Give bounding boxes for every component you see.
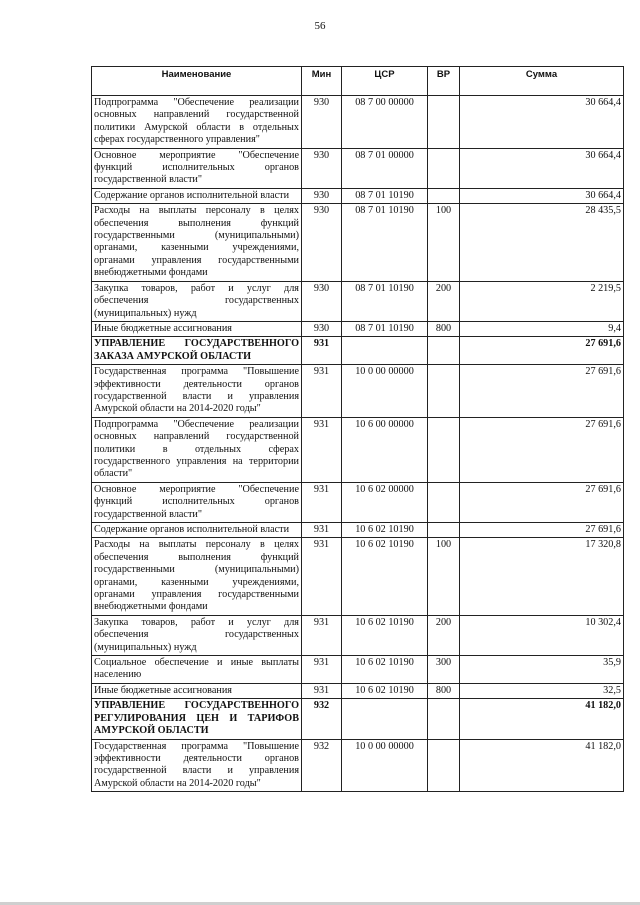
cell-vr: 300 (428, 656, 460, 684)
cell-vr (428, 188, 460, 203)
cell-csr: 08 7 01 00000 (342, 148, 428, 188)
table-header-row (92, 67, 624, 96)
cell-name: Основное мероприятие "Обеспечение функций исполнительных органов государственной власти" (92, 148, 302, 188)
cell-name: Закупка товаров, работ и услуг для обеспечения государственных (муниципальных) нужд (92, 615, 302, 655)
cell-sum: 27 691,6 (460, 523, 624, 538)
table-row (92, 538, 624, 615)
cell-sum: 35,9 (460, 656, 624, 684)
cell-name: Иные бюджетные ассигнования (92, 321, 302, 336)
table-row (92, 148, 624, 188)
cell-vr (428, 739, 460, 792)
table-row (92, 365, 624, 418)
cell-min: 930 (302, 321, 342, 336)
table-row (92, 337, 624, 365)
header-vr: ВР (428, 67, 460, 96)
table-row (92, 281, 624, 321)
table-row (92, 96, 624, 149)
cell-csr (342, 337, 428, 365)
cell-sum: 30 664,4 (460, 148, 624, 188)
cell-sum: 30 664,4 (460, 96, 624, 149)
cell-vr (428, 482, 460, 522)
cell-vr: 800 (428, 321, 460, 336)
cell-min: 931 (302, 683, 342, 698)
cell-name: УПРАВЛЕНИЕ ГОСУДАРСТВЕННОГО ЗАКАЗА АМУРСКОЙ ОБЛАСТИ (92, 337, 302, 365)
cell-csr: 08 7 00 00000 (342, 96, 428, 149)
cell-csr: 08 7 01 10190 (342, 188, 428, 203)
cell-vr (428, 365, 460, 418)
cell-min: 931 (302, 615, 342, 655)
cell-name: Содержание органов исполнительной власти (92, 523, 302, 538)
table-row (92, 615, 624, 655)
cell-csr: 10 0 00 00000 (342, 365, 428, 418)
cell-csr: 10 6 02 00000 (342, 482, 428, 522)
cell-csr (342, 699, 428, 739)
cell-csr: 10 6 02 10190 (342, 683, 428, 698)
cell-min: 930 (302, 96, 342, 149)
cell-sum: 41 182,0 (460, 739, 624, 792)
cell-min: 931 (302, 482, 342, 522)
cell-name: Расходы на выплаты персоналу в целях обеспечения выполнения функций государственными (муниципальными) органами, казенными учреждениями, органами управления государственными внебюджетными фондами (92, 204, 302, 281)
table-row (92, 683, 624, 698)
table-row (92, 523, 624, 538)
cell-sum: 9,4 (460, 321, 624, 336)
cell-vr: 100 (428, 538, 460, 615)
cell-min: 930 (302, 188, 342, 203)
cell-name: УПРАВЛЕНИЕ ГОСУДАРСТВЕННОГО РЕГУЛИРОВАНИЯ ЦЕН И ТАРИФОВ АМУРСКОЙ ОБЛАСТИ (92, 699, 302, 739)
cell-name: Содержание органов исполнительной власти (92, 188, 302, 203)
cell-name: Государственная программа "Повышение эффективности деятельности органов государственной власти и управления Амурской области на 2014-2020 годы" (92, 365, 302, 418)
cell-sum: 27 691,6 (460, 417, 624, 482)
cell-sum: 10 302,4 (460, 615, 624, 655)
cell-sum: 27 691,6 (460, 482, 624, 522)
cell-name: Подпрограмма "Обеспечение реализации основных направлений государственной политики в отдельных сферах государственного управления на территории области" (92, 417, 302, 482)
cell-name: Социальное обеспечение и иные выплаты населению (92, 656, 302, 684)
cell-min: 931 (302, 337, 342, 365)
cell-name: Подпрограмма "Обеспечение реализации основных направлений государственной политики Амурской области в отдельных сферах государственного управления" (92, 96, 302, 149)
table-row (92, 656, 624, 684)
cell-min: 930 (302, 148, 342, 188)
cell-csr: 08 7 01 10190 (342, 281, 428, 321)
cell-vr (428, 96, 460, 149)
cell-vr (428, 523, 460, 538)
cell-vr: 200 (428, 615, 460, 655)
cell-name: Расходы на выплаты персоналу в целях обеспечения выполнения функций государственными (муниципальными) органами, казенными учреждениями, органами управления государственными внебюджетными фондами (92, 538, 302, 615)
cell-csr: 08 7 01 10190 (342, 321, 428, 336)
cell-vr (428, 337, 460, 365)
cell-vr: 200 (428, 281, 460, 321)
cell-name: Закупка товаров, работ и услуг для обеспечения государственных (муниципальных) нужд (92, 281, 302, 321)
cell-sum: 28 435,5 (460, 204, 624, 281)
cell-vr: 800 (428, 683, 460, 698)
cell-csr: 10 6 02 10190 (342, 523, 428, 538)
cell-min: 931 (302, 656, 342, 684)
header-name: Наименование (92, 67, 302, 96)
table-row (92, 204, 624, 281)
cell-min: 932 (302, 699, 342, 739)
cell-vr (428, 417, 460, 482)
table-row (92, 417, 624, 482)
header-min: Мин (302, 67, 342, 96)
cell-vr (428, 699, 460, 739)
table-row (92, 188, 624, 203)
budget-table (91, 66, 624, 792)
cell-sum: 30 664,4 (460, 188, 624, 203)
header-csr: ЦСР (342, 67, 428, 96)
cell-csr: 10 0 00 00000 (342, 739, 428, 792)
table-row (92, 321, 624, 336)
cell-min: 931 (302, 538, 342, 615)
cell-csr: 10 6 02 10190 (342, 615, 428, 655)
cell-csr: 10 6 02 10190 (342, 656, 428, 684)
cell-min: 931 (302, 365, 342, 418)
cell-min: 932 (302, 739, 342, 792)
cell-min: 930 (302, 204, 342, 281)
cell-sum: 32,5 (460, 683, 624, 698)
cell-min: 931 (302, 417, 342, 482)
table-row (92, 482, 624, 522)
header-sum: Сумма (460, 67, 624, 96)
cell-csr: 08 7 01 10190 (342, 204, 428, 281)
cell-csr: 10 6 00 00000 (342, 417, 428, 482)
cell-name: Государственная программа "Повышение эффективности деятельности органов государственной власти и управления Амурской области на 2014-2020 годы" (92, 739, 302, 792)
table-body (92, 96, 624, 792)
cell-min: 931 (302, 523, 342, 538)
cell-vr: 100 (428, 204, 460, 281)
cell-sum: 2 219,5 (460, 281, 624, 321)
cell-sum: 27 691,6 (460, 365, 624, 418)
cell-sum: 17 320,8 (460, 538, 624, 615)
page-number: 56 (314, 20, 326, 32)
cell-min: 930 (302, 281, 342, 321)
table-row (92, 699, 624, 739)
cell-name: Основное мероприятие "Обеспечение функций исполнительных органов государственной власти" (92, 482, 302, 522)
cell-name: Иные бюджетные ассигнования (92, 683, 302, 698)
cell-sum: 41 182,0 (460, 699, 624, 739)
cell-sum: 27 691,6 (460, 337, 624, 365)
cell-csr: 10 6 02 10190 (342, 538, 428, 615)
cell-vr (428, 148, 460, 188)
table-row (92, 739, 624, 792)
